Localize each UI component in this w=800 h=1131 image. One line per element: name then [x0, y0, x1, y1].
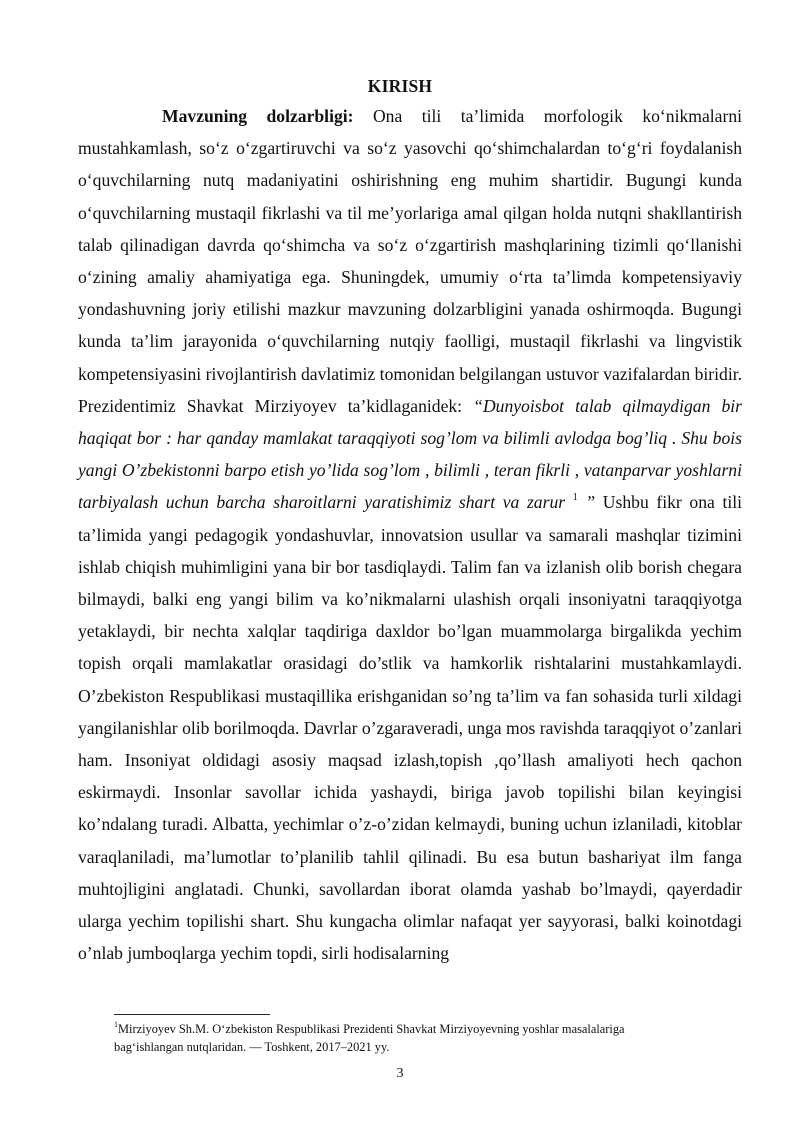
footnote-reference[interactable]: 1 [572, 491, 578, 503]
paragraph-text-after-quote: Ushbu fikr ona tili ta’limida yangi pedagogik yondashuvlar, innovatsion usullar va samarali mashqlar tizimini ishlab chiqish muhimligini yana bir bor tasdiqlaydi. Talim fan va izlanish olib borish chegara bilmaydi, balki eng yangi bilim va ko’nikmalarni ulashish orqali insoniyatni taraqqiyotga yetaklaydi, bir nechta xalqlar taqdiriga daxldor bo’lgan muammolarga birgalikda yechim topish orqali mamlakatlar orasidagi do’stlik va hamkorlik rishtalarini mustahkamlaydi. O’zbekiston Respublikasi mustaqillika erishganidan so’ng ta’lim va fan sohasida turli xildagi yangilanishlar olib borilmoqda. Davrlar o’zgaraveradi, unga mos ravishda taraqqiyot o’zanlari ham. Insoniyat oldidagi asosiy maqsad izlash,topish ,qo’llash amaliyoti hech qachon eskirmaydi. Insonlar savollar ichida yashaydi, biriga javob topilishi bilan keyingisi ko’ndalang turadi. Albatta, yechimlar o’z-o’zidan kelmaydi, buning uchun izlaniladi, kitoblar varaqlaniladi, ma’lumotlar to’planilib tahlil qilinadi. Bu esa butun bashariyat ilm fanga muhtojligini anglatadi. Chunki, savollardan iborat olamda yashab bo’lmaydi, qayerdadir ularga yechim topilishi shart. Shu kungacha olimlar nafaqat yer sayyorasi, balki koinotdagi o’nlab jumboqlarga yechim topdi, sirli hodisalarning [78, 492, 742, 964]
main-paragraph [78, 100, 742, 969]
paragraph-text-before-quote: Ona tili taʼlimida morfologik koʻnikmalarni mustahkamlash, soʻz oʻzgartiruvchi va soʻz yasovchi qoʻshimchalardan toʻgʻri foydalanish oʻquvchilarning nutq madaniyatini oshirishning eng muhim shartidir. Bugungi kunda oʻquvchilarning mustaqil fikrlashi va til meʼyorlariga amal qilgan holda nutqni shakllantirish talab qilinadigan davrda qoʻshimcha va soʻz oʻzgartirish mashqlarining tizimli qoʻllanishi oʻzining amaliy ahamiyatiga ega. Shuningdek, umumiy oʻrta taʼlimda kompetensiyaviy yondashuvning joriy etilishi mazkur mavzuning dolzarbligini yanada oshirmoqda. Bugungi kunda ta’lim jarayonida o‘quvchilarning nutqiy faolligi, mustaqil fikrlashi va lingvistik kompetensiyasini rivojlantirish davlatimiz tomonidan belgilangan ustuvor vazifalardan biridir. Prezidentimiz Shavkat Mirziyoyev ta’kidlaganidek: [78, 106, 742, 416]
section-heading: KIRISH [367, 76, 433, 96]
footnote-separator [114, 1014, 270, 1015]
body-text [78, 100, 742, 969]
quote-text: “Dunyoisbot talab qilmaydigan bir haqiqat bor : har qanday mamlakat taraqqiyoti sog’lom va bilimli avlodga bog’liq . Shu bois yangi O’zbekistonni barpo etish yo’lida sog’lom , bilimli , teran fikrli , vatanparvar yoshlarni tarbiyalash uchun barcha sharoitlarni yaratishimiz shart va zarur [78, 395, 742, 513]
footnote-text: Mirziyoyev Sh.M. Oʻzbekiston Respublikasi Prezidenti Shavkat Mirziyoyevning yoshlar masalalariga bagʻishlangan nutqlaridan. — Toshkent, 2017–2021 yy. [114, 1022, 625, 1054]
footnote [114, 1020, 694, 1056]
page-number: 3 [396, 1066, 404, 1081]
quote-close: ” [577, 492, 596, 513]
footnote-marker: 1 [114, 1019, 118, 1029]
paragraph-lead: Mavzuning dolzarbligi: [162, 106, 354, 126]
